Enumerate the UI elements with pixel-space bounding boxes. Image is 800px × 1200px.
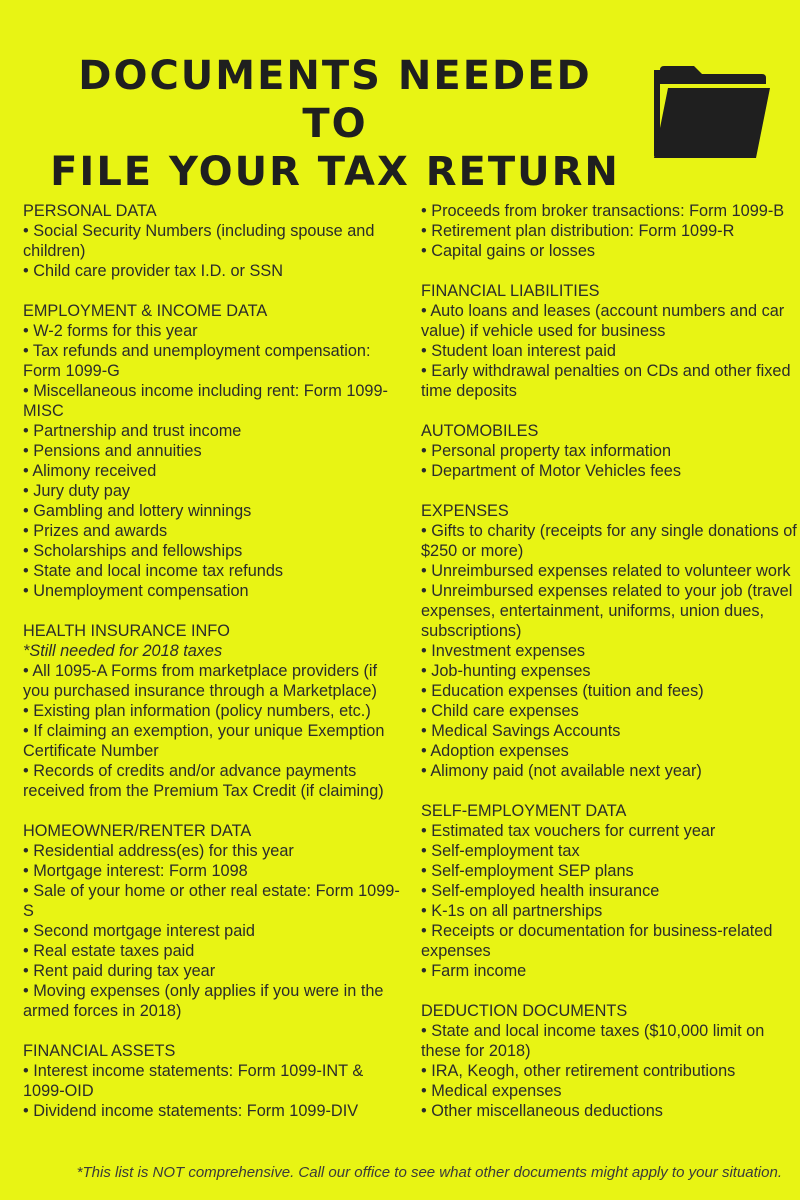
list-item: • State and local income tax refunds [23,562,284,580]
list-item: • Personal property tax information [421,442,672,460]
section-title: AUTOMOBILES [421,422,539,440]
list-item: • Second mortgage interest paid [23,922,255,940]
list-item: • Medical expenses [421,1082,562,1100]
list-item: • Miscellaneous income including rent: Form 1099-MISC [23,382,388,420]
list-item: • Farm income [421,962,527,980]
list-item: • Records of credits and/or advance payments received from the Premium Tax Credit (if claiming) [23,762,384,800]
list-item: • Capital gains or losses [421,242,596,260]
section-financial-assets [23,1041,403,1121]
section-employment-income-data [23,301,403,601]
list-item: • Investment expenses [421,642,586,660]
list-item: • Moving expenses (only applies if you were in the armed forces in 2018) [23,982,384,1020]
list-item: • Estimated tax vouchers for current year [421,822,716,840]
section-title: EMPLOYMENT & INCOME DATA [23,302,268,320]
list-item: • Residential address(es) for this year [23,842,294,860]
list-item: • Scholarships and fellowships [23,542,243,560]
list-item: • Social Security Numbers (including spouse and children) [23,222,375,260]
list-item: • Auto loans and leases (account numbers and car value) if vehicle used for business [421,302,785,340]
list-item: • If claiming an exemption, your unique Exemption Certificate Number [23,722,385,760]
footer-note: *This list is NOT comprehensive. Call our office to see what other documents might apply to your situation. [76,1164,782,1181]
page-title [40,52,630,196]
list-item: • IRA, Keogh, other retirement contributions [421,1062,736,1080]
list-item: • State and local income taxes ($10,000 limit on these for 2018) [421,1022,765,1060]
list-item: • Receipts or documentation for business-related expenses [421,922,773,960]
list-item: • Adoption expenses [421,742,569,760]
list-item: • Jury duty pay [23,482,131,500]
section-homeowner-renter-data [23,821,403,1021]
list-item: • Medical Savings Accounts [421,722,621,740]
list-item: • Unemployment compensation [23,582,249,600]
list-item: • Alimony received [23,462,157,480]
title-line-1: DOCUMENTS NEEDED TO [78,53,592,147]
list-item: • Department of Motor Vehicles fees [421,462,681,480]
list-item: • Education expenses (tuition and fees) [421,682,704,700]
list-item: • Unreimbursed expenses related to volunteer work [421,562,791,580]
list-item: • Gifts to charity (receipts for any single donations of $250 or more) [421,522,797,560]
list-item: • Mortgage interest: Form 1098 [23,862,248,880]
section-deduction-documents [421,1001,800,1121]
list-item: • Existing plan information (policy numbers, etc.) [23,702,371,720]
list-item: • Interest income statements: Form 1099-INT & 1099-OID [23,1062,364,1100]
list-item: • Student loan interest paid [421,342,616,360]
list-item: • Child care provider tax I.D. or SSN [23,262,283,280]
section-title: HEALTH INSURANCE INFO [23,622,230,640]
title-line-2: FILE YOUR TAX RETURN [50,149,620,195]
section-title: SELF-EMPLOYMENT DATA [421,802,627,820]
list-item: • Self-employment SEP plans [421,862,634,880]
list-item: • W-2 forms for this year [23,322,198,340]
list-item: • All 1095-A Forms from marketplace providers (if you purchased insurance through a Marketplace) [23,662,378,700]
left-column [23,201,403,1141]
section-title: DEDUCTION DOCUMENTS [421,1002,628,1020]
list-item: • Proceeds from broker transactions: Form 1099-B [421,202,785,220]
list-item: • Other miscellaneous deductions [421,1102,663,1120]
section-note: *Still needed for 2018 taxes [23,642,223,660]
list-item: • Prizes and awards [23,522,168,540]
section-personal-data [23,201,403,281]
list-item: • Alimony paid (not available next year) [421,762,702,780]
list-item: • Unreimbursed expenses related to your job (travel expenses, entertainment, uniforms, union dues, subscriptions) [421,582,793,640]
section-health-insurance-info [23,621,403,801]
section-title: EXPENSES [421,502,509,520]
section-expenses [421,501,800,781]
list-item: • Child care expenses [421,702,579,720]
list-item: • Job-hunting expenses [421,662,591,680]
list-item: • Early withdrawal penalties on CDs and other fixed time deposits [421,362,791,400]
list-item: • Gambling and lottery winnings [23,502,252,520]
financial-assets-continued [421,201,800,261]
list-item: • Sale of your home or other real estate: Form 1099-S [23,882,400,920]
list-item: • Pensions and annuities [23,442,202,460]
list-item: • Real estate taxes paid [23,942,195,960]
list-item: • Self-employment tax [421,842,580,860]
list-item: • Partnership and trust income [23,422,242,440]
list-item: • Retirement plan distribution: Form 1099-R [421,222,735,240]
folder-icon [652,64,772,160]
section-financial-liabilities [421,281,800,401]
right-column [421,201,800,1141]
section-self-employment-data [421,801,800,981]
section-title: FINANCIAL LIABILITIES [421,282,600,300]
section-title: PERSONAL DATA [23,202,157,220]
list-item: • Tax refunds and unemployment compensation: Form 1099-G [23,342,371,380]
section-title: FINANCIAL ASSETS [23,1042,176,1060]
list-item: • Self-employed health insurance [421,882,660,900]
list-item: • Rent paid during tax year [23,962,216,980]
list-item: • Dividend income statements: Form 1099-DIV [23,1102,359,1120]
section-automobiles [421,421,800,481]
list-item: • K-1s on all partnerships [421,902,603,920]
section-title: HOMEOWNER/RENTER DATA [23,822,252,840]
